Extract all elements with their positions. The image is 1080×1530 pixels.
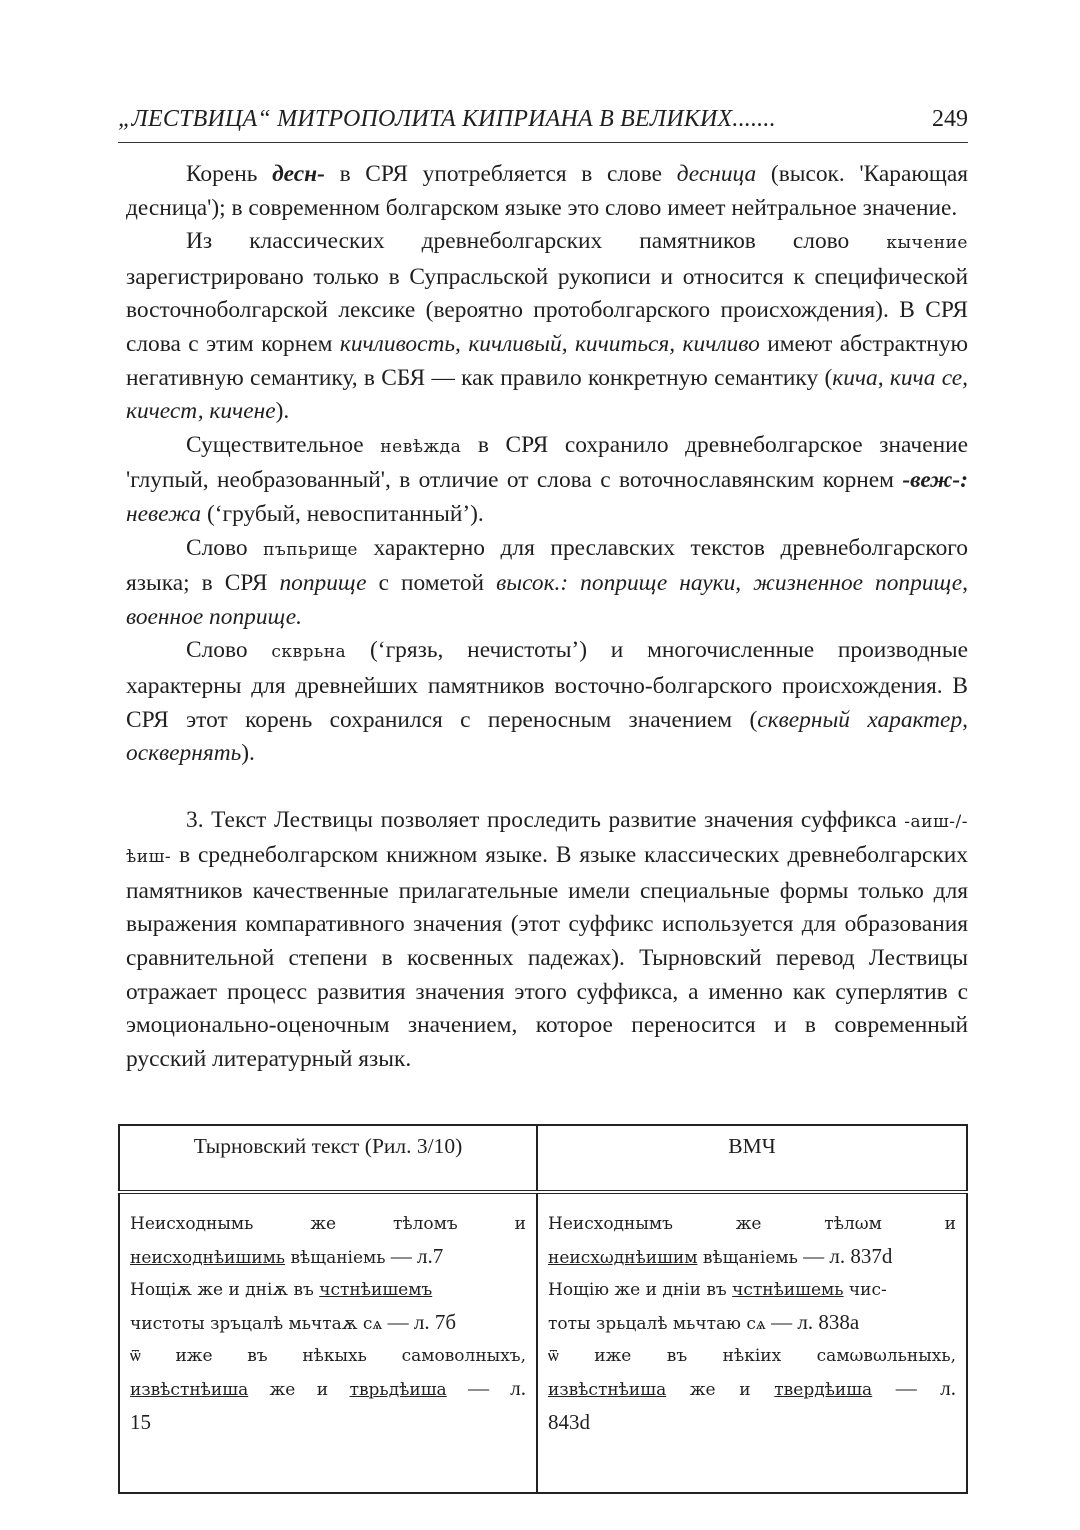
main-text	[126, 158, 968, 1076]
line	[548, 1306, 956, 1340]
line	[130, 1240, 526, 1274]
underlined-word: неисходнѣишимь	[130, 1248, 286, 1268]
cell-tyrnovo-text	[119, 1192, 537, 1493]
text-span: Неисходнымъ же тѣлωм и	[548, 1214, 956, 1234]
underlined-word: неисхωднѣишим	[548, 1248, 698, 1268]
text-span: — л. 837d	[797, 1244, 893, 1268]
text-span: 843d	[548, 1410, 590, 1434]
cell-vmch-text	[537, 1192, 967, 1493]
text-span: имеют абстрактную негативную семантику, в СБЯ — как правило конкретную семантику (	[126, 330, 968, 391]
term: кича, кича се, кичест, кичене	[126, 364, 969, 425]
line	[548, 1372, 956, 1406]
underlined-word: чстнѣишемь	[732, 1280, 844, 1300]
table-header-row	[119, 1125, 967, 1192]
term: -веж-:	[902, 467, 968, 494]
term: десница	[676, 161, 757, 187]
text-span: ).	[275, 398, 290, 425]
table-row	[119, 1192, 967, 1493]
text-span: же и	[666, 1380, 775, 1400]
text-span: ѿ иже въ нѣкіих самωвωльныхь,	[548, 1346, 956, 1366]
text-span: — л. 838а	[765, 1310, 860, 1334]
term: скверный характер, осквернять	[126, 706, 968, 767]
underlined-word: тврьдѣиша	[349, 1380, 447, 1400]
line	[130, 1340, 526, 1372]
line	[130, 1208, 526, 1240]
line	[548, 1274, 956, 1306]
underlined-word: чстнѣишемъ	[319, 1280, 433, 1300]
paragraph-6	[126, 804, 968, 1077]
text-span: Нощіѫ же и дніѫ въ	[130, 1280, 320, 1300]
line	[130, 1406, 526, 1440]
column-header-vmch: ВМЧ	[537, 1125, 967, 1192]
old-church-word: кычение	[886, 233, 968, 254]
term: поприще	[279, 570, 367, 597]
line	[130, 1274, 526, 1306]
underlined-word: извѣстнѣиша	[130, 1380, 249, 1400]
underlined-word: твердѣиша	[774, 1380, 873, 1400]
text-span: — л. 7б	[382, 1310, 457, 1334]
running-title: „ЛЕСТВИЦА“ МИТРОПОЛИТА КИПРИАНА В ВЕЛИКИХ.......	[118, 106, 776, 132]
text-span: Слово	[186, 637, 272, 664]
text-span: (высок. 'Карающая десница'); в современном болгарском языке это слово имеет нейтральное значение.	[126, 161, 968, 221]
text-span: зарегистрировано только в Супрасльской рукописи и относится к специфической восточноболгарской лексике (вероятно протоболгарского происхождения). В СРЯ слова с этим корнем	[126, 263, 968, 357]
text-span: ).	[241, 740, 255, 767]
text-span: (‘грязь, нечистоты’) и многочисленные производные характерны для древнейших памятников восточно-болгарского происхождения. В СРЯ этот корень сохранился с переносным значением (	[126, 637, 968, 733]
old-church-word: невѣжда	[380, 436, 462, 457]
running-header	[118, 98, 968, 143]
term: невежа	[126, 500, 202, 527]
text-span: в СРЯ сохранило древнеболгарское значение 'глупый, необразованный', в отличие от слова с воточнославянским корнем	[126, 431, 968, 494]
text-span: — л.	[872, 1376, 956, 1400]
text-span: Существительное	[186, 431, 381, 458]
comparison-table	[118, 1124, 968, 1494]
old-church-word: скврьна	[271, 642, 347, 663]
text-span: — л.7	[385, 1244, 444, 1268]
line	[130, 1372, 526, 1406]
page-number: 249	[932, 106, 968, 132]
line	[548, 1208, 956, 1240]
paragraph-2	[126, 225, 968, 429]
term: десн-	[272, 161, 325, 187]
text-span: вѣщаніемь	[697, 1248, 798, 1268]
text-span: в СРЯ употребляется в слове	[324, 161, 677, 187]
text-span: в среднеболгарском книжном языке. В языке классических древнеболгарских памятников качественные прилагательные имели специальные формы только для выражения компаративного значения (этот суффикс используется для образования сравнительной степени в косвенных падежах). Тырновский перевод Лествицы отражает процесс развития значения этого суффикса, а именно как суперлятив с эмоционально-оценочным значением, которое переносится и в современный русский литературный язык.	[126, 842, 968, 1072]
text-span: же и	[248, 1380, 350, 1400]
text-span: характерно для преславских текстов древнеболгарского языка; в СРЯ	[126, 534, 968, 597]
text-span: ѿ иже въ нѣкыхь самоволныхъ,	[130, 1346, 526, 1366]
text-span: Корень	[186, 161, 273, 187]
paragraph-5	[126, 634, 968, 770]
term: кичливость, кичливый, кичиться, кичливо	[339, 330, 760, 357]
underlined-word: извѣстнѣиша	[548, 1380, 667, 1400]
term: высок.: поприще науки, жизненное поприще, военное поприще.	[126, 570, 968, 630]
text-span: с пометой	[366, 570, 497, 597]
line	[548, 1340, 956, 1372]
old-church-word: пъпьрище	[263, 539, 358, 560]
text-span: чистоты зръцалѣ мьчтаѫ сѧ	[130, 1314, 383, 1334]
text-span: чис-	[843, 1280, 887, 1300]
column-header-tyrnovo: Тырновский текст (Рил. 3/10)	[119, 1125, 537, 1192]
text-span: вѣщаніемь	[285, 1248, 386, 1268]
text-span: 3. Текст Лествицы позволяет проследить развитие значения суффикса	[186, 806, 905, 833]
text-span: Слово	[186, 534, 264, 561]
paragraph-3	[126, 429, 968, 532]
paragraph-1	[126, 158, 968, 225]
text-span: (‘грубый, невоспитанный’).	[201, 500, 484, 527]
text-span: 15	[130, 1410, 151, 1434]
text-span: — л.	[446, 1376, 526, 1400]
line	[548, 1406, 956, 1440]
line	[548, 1240, 956, 1274]
paragraph-4	[126, 532, 968, 635]
old-church-word: -аиш-/-ѣиш-	[126, 811, 968, 868]
text-span: Неисходнымь же тѣломъ и	[130, 1214, 526, 1234]
text-span: Нощію же и дніи въ	[548, 1280, 733, 1300]
text-span: Из классических древнеболгарских памятников слово	[186, 228, 887, 255]
line	[130, 1306, 526, 1340]
text-span: тоты зрьцалѣ мьчтаю сѧ	[548, 1314, 766, 1334]
